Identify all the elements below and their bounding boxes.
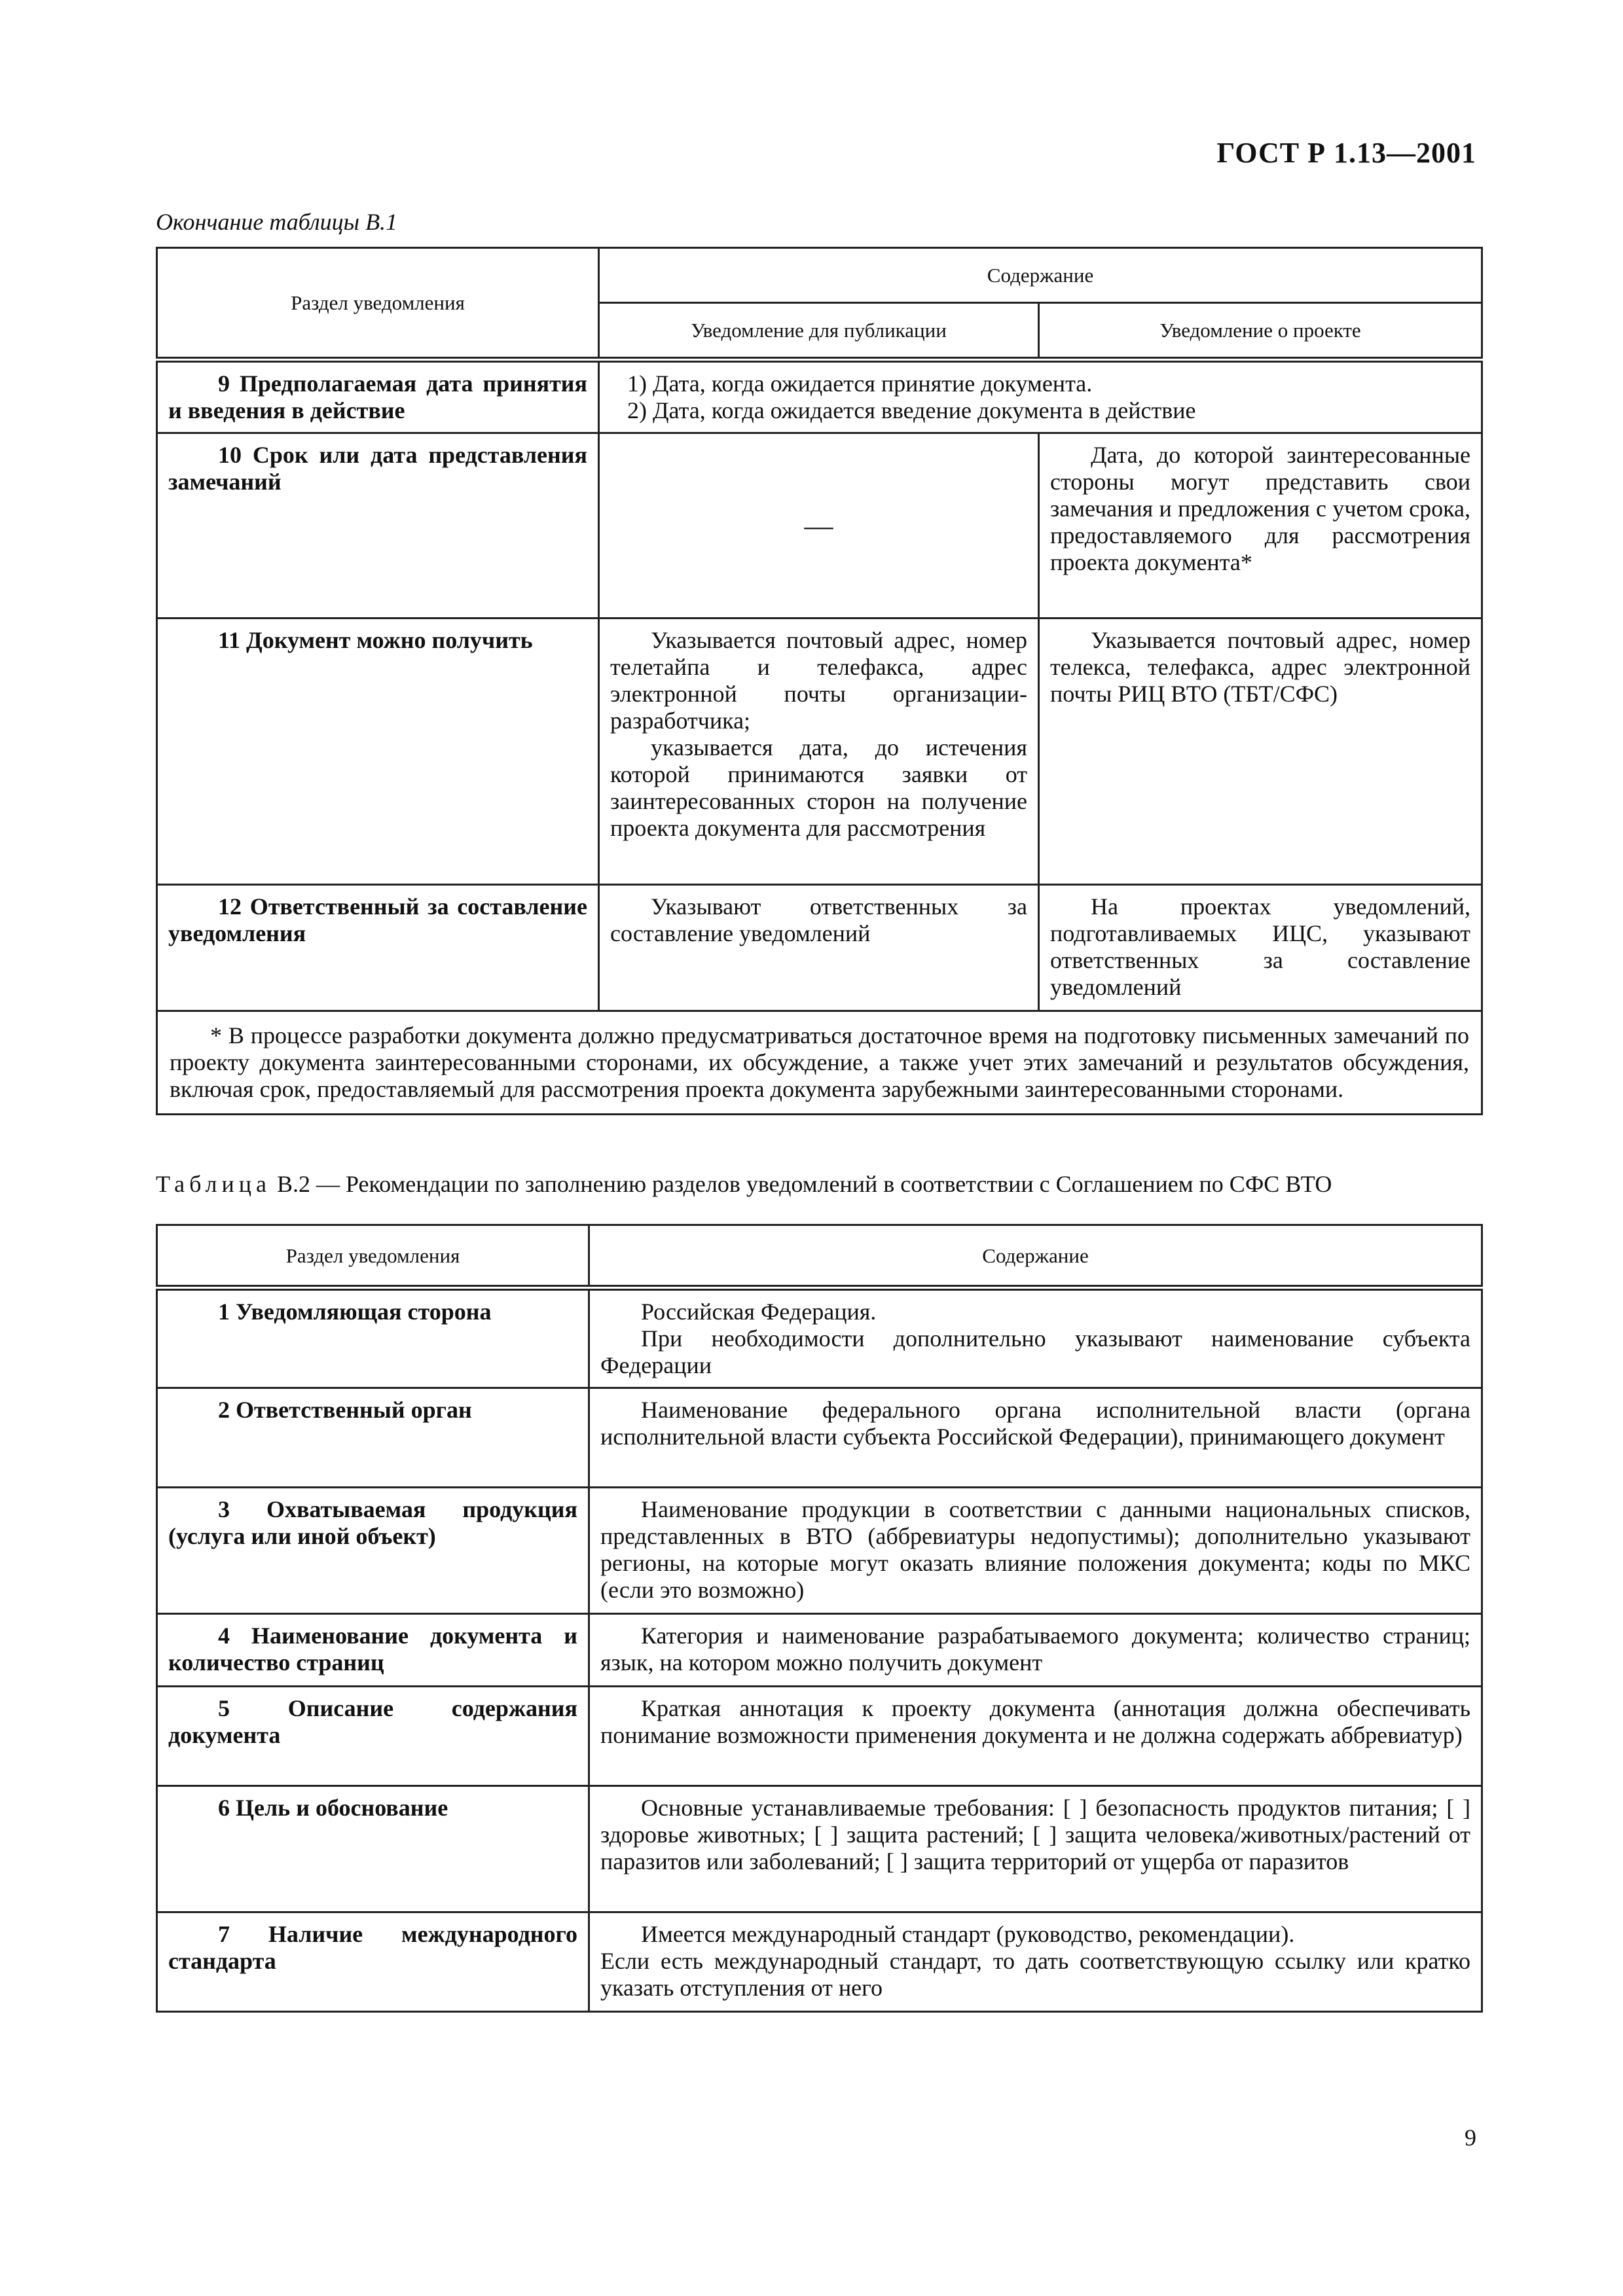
table2-section-2: 2 Ответственный орган: [218, 1397, 472, 1423]
table-row: [157, 1614, 1482, 1687]
table2-text: Российская Федерация.: [641, 1299, 877, 1325]
table1-section-11: 11 Документ можно получить: [218, 627, 533, 653]
table2-text: Категория и наименование разрабатываемого документа; количество страниц; язык, на котором можно получить документ: [600, 1623, 1470, 1676]
table2-section-3: 3 Охватываемая продукция (услуга или иной объект): [168, 1496, 577, 1549]
table2-header-section: Раздел уведомления: [157, 1225, 589, 1288]
table2-section-4: 4 Наименование документа и количество страниц: [168, 1623, 577, 1676]
table1-header-publication: Уведомление для публикации: [599, 303, 1039, 360]
table-row: [157, 433, 1482, 619]
table1-text: Указывается почтовый адрес, номер телекса, телефакса, адрес электронной почты РИЦ ВТО (ТБТ/СФС): [1050, 627, 1470, 707]
table-row: [157, 1388, 1482, 1488]
table2-section-5: 5 Описание содержания документа: [168, 1695, 577, 1748]
table1-header-draft: Уведомление о проекте: [1039, 303, 1482, 360]
table1-caption: Окончание таблицы В.1: [156, 209, 398, 235]
table2-text: Наименование продукции в соответствии с данными национальных списков, представленных в ВТО (аббревиатуры недопустимы); дополнительно указывают регионы, на которые могут оказать влияние положения документа; коды по МКС (если это возможно): [600, 1496, 1470, 1603]
table2-section-6: 6 Цель и обоснование: [218, 1795, 448, 1821]
table-row: [157, 1488, 1482, 1614]
table1-header-section: Раздел уведомления: [157, 248, 599, 360]
table-row: [157, 619, 1482, 885]
table1-text: указывается дата, до истечения которой принимаются заявки от заинтересованных сторон на получение проекта документа для рассмотрения: [610, 734, 1027, 841]
table1-text: На проектах уведомлений, подготавливаемых ИЦС, указывают ответственных за составление уведомлений: [1050, 893, 1470, 1000]
table2-caption: [156, 1170, 1476, 1198]
table1-section-12: 12 Ответственный за составление уведомления: [168, 893, 587, 946]
table1-footnote: * В процессе разработки документа должно предусматриваться достаточное время на подготовку письменных замечаний по проекту документа заинтересованными сторонами, их обсуждение, а также учет этих замечаний и результатов обсуждения, включая срок, предоставляемый для рассмотрения проекта документа зарубежными заинтересованными сторонами.: [170, 1022, 1469, 1102]
table2-section-1: 1 Уведомляющая сторона: [218, 1299, 492, 1325]
table1-header-content: Содержание: [599, 248, 1482, 303]
table1-text: Указывают ответственных за составление уведомлений: [610, 893, 1027, 946]
table2-text: Основные устанавливаемые требования: [ ] безопасность продуктов питания; [ ] здоровье животных; [ ] защита растений; [ ] защита человека/животных/растений от паразитов или заболеваний; [ ] защита территорий от ущерба от паразитов: [600, 1795, 1470, 1874]
table2-text: Если есть международный стандарт, то дать соответствующую ссылку или кратко указать отступления от него: [600, 1948, 1470, 2001]
table2-text: Краткая аннотация к проекту документа (аннотация должна обеспечивать понимание возможности применения документа и не должна содержать аббревиатур): [600, 1695, 1470, 1748]
table2-text: При необходимости дополнительно указывают наименование субъекта Федерации: [600, 1325, 1470, 1378]
table-row: [157, 1288, 1482, 1388]
page-number: 9: [1465, 2125, 1476, 2151]
table1: [156, 247, 1483, 1115]
table2-caption-label: Таблица: [156, 1171, 271, 1197]
table2-text: Наименование федерального органа исполнительной власти (органа исполнительной власти субъекта Российской Федерации), принимающего документ: [600, 1397, 1470, 1450]
table2-section-7: 7 Наличие международного стандарта: [168, 1921, 577, 1974]
table-row: [157, 360, 1482, 433]
table1-item-2: 2) Дата, когда ожидается введение документа в действие: [627, 397, 1196, 423]
table2-text: Имеется международный стандарт (руководство, рекомендации).: [641, 1921, 1295, 1947]
document-code: ГОСТ Р 1.13—2001: [1216, 137, 1476, 169]
table1-text: Указывается почтовый адрес, номер телетайпа и телефакса, адрес электронной почты организации-разработчика;: [610, 627, 1027, 734]
table-row: [157, 1786, 1482, 1912]
table1-item-1: 1) Дата, когда ожидается принятие документа.: [627, 370, 1093, 397]
table2: [156, 1224, 1483, 2013]
table1-section-9: 9 Предполагаемая дата принятия и введения в действие: [168, 370, 587, 423]
table1-dash: —: [599, 433, 1039, 619]
table-row: [157, 1912, 1482, 2012]
table1-text: Дата, до которой заинтересованные стороны могут представить свои замечания и предложения с учетом срока, предоставляемого для рассмотрения проекта документа*: [1050, 442, 1470, 575]
table2-caption-text: В.2 — Рекомендации по заполнению разделов уведомлений в соответствии с Соглашением по СФС ВТО: [270, 1171, 1332, 1197]
table2-header-content: Содержание: [589, 1225, 1482, 1288]
table-row: [157, 885, 1482, 1011]
table1-section-10: 10 Срок или дата представления замечаний: [168, 442, 587, 495]
table-row: [157, 1687, 1482, 1786]
